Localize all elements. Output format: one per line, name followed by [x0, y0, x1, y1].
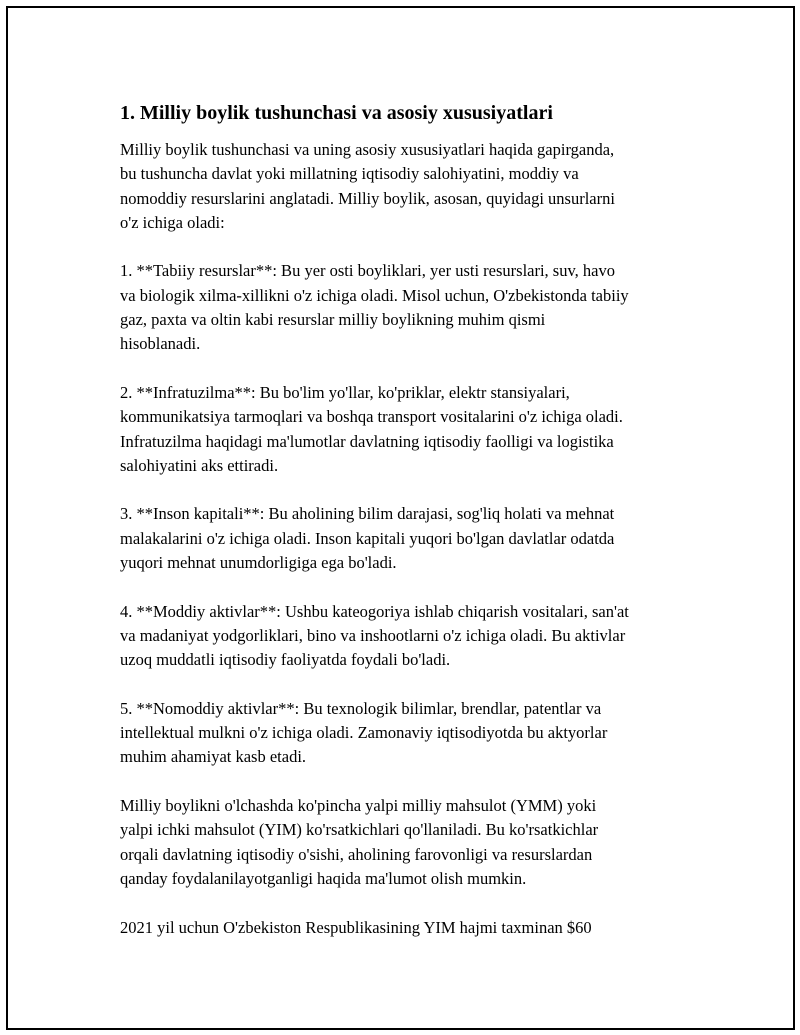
gdp-paragraph: 2021 yil uchun O'zbekiston Respublikasining YIM hajmi taxminan $60 — [120, 917, 592, 937]
list-item-human-capital: 3. **Inson kapitali**: Bu aholining bilim darajasi, sog'liq holati va mehnat malakalarini o'z ichiga oladi. Inson kapitali yuqori bo'lgan davlatlar odatda yuqori mehnat unumdorligiga ega bo'ladi. — [120, 504, 615, 573]
section-heading: 1. Milliy boylik tushunchasi va asosiy xususiyatlari — [120, 102, 553, 124]
list-item-intangible-assets: 5. **Nomoddiy aktivlar**: Bu texnologik bilimlar, brendlar, patentlar va intellektual mulkni o'z ichiga oladi. Zamonaviy iqtisodiyotda bu aktyorlar muhim ahamiyat kasb etadi. — [120, 698, 608, 767]
list-item-infrastructure: 2. **Infratuzilma**: Bu bo'lim yo'llar, ko'priklar, elektr stansiyalari, kommunikatsiya tarmoqlari va boshqa transport vositalarini o'z ichiga oladi. Infratuzilma haqidagi ma'lumotlar davlatning iqtisodiy faolligi va logistika salohiyatini aks ettiradi. — [120, 382, 623, 475]
measurement-paragraph: Milliy boylikni o'lchashda ko'pincha yalpi milliy mahsulot (YMM) yoki yalpi ichki mahsulot (YIM) ko'rsatkichlari qo'llaniladi. Bu ko'rsatkichlar orqali davlatning iqtisodiy o'sishi, aholining farovonligi va resurslardan qanday foydalanilayotganligi haqida ma'lumot olish mumkin. — [120, 796, 599, 888]
list-item-natural-resources: 1. **Tabiiy resurslar**: Bu yer osti boyliklari, yer usti resurslari, suv, havo va biologik xilma-xillikni o'z ichiga oladi. Misol uchun, O'zbekistonda tabiiy gaz, paxta va oltin kabi resurslar milliy boylikning muhim qismi hisoblanadi. — [120, 261, 629, 354]
intro-paragraph: Milliy boylik tushunchasi va uning asosiy xususiyatlari haqida gapirganda, bu tushuncha davlat yoki millatning iqtisodiy salohiyatini, moddiy va nomoddiy resurslarini anglatadi. Milliy boylik, asosan, quyidagi unsurlarni o'z ichiga oladi: — [120, 140, 615, 232]
list-item-material-assets: 4. **Moddiy aktivlar**: Ushbu kateogoriya ishlab chiqarish vositalari, san'at va madaniyat yodgorliklari, bino va inshootlarni o'z ichiga oladi. Bu aktivlar uzoq muddatli iqtisodiy faoliyatda foydali bo'ladi. — [120, 601, 629, 670]
document-body — [120, 100, 700, 964]
page-frame — [6, 6, 795, 1030]
